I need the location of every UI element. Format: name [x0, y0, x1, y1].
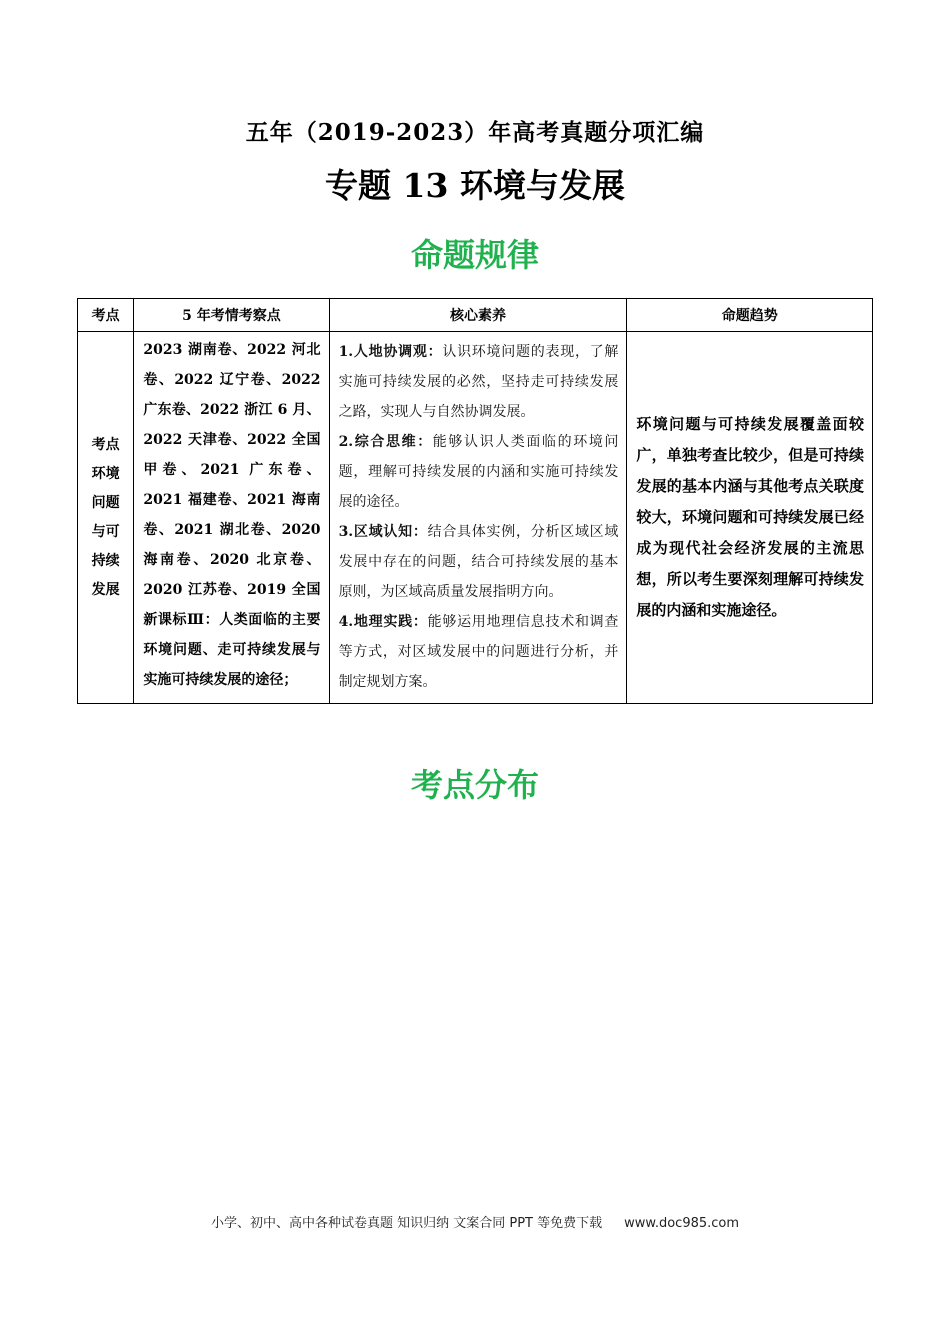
- literacy-text: 结合具体实例，分析区域区域发展中存在的问题，结合可持续发展的基本原则，为区域高质量发展指明方向。: [338, 524, 619, 600]
- literacy-item: [339, 517, 619, 607]
- trend-cell: 环境问题与可持续发展覆盖面较广，单独考查比较少，但是可持续发展的基本内涵与其他考点关联度较大，环境问题和可持续发展已经成为现代社会经济发展的主流思想，所以考生要深刻理解可持续发展的内涵和实施途径。: [627, 332, 873, 704]
- literacy-label: 4.地理实践：: [338, 614, 428, 630]
- exam-list-cell: 2023 湖南卷、2022 河北卷、2022 辽宁卷、2022 广东卷、2022 浙江 6 月、2022 天津卷、2022 全国甲卷、2021 广东卷、2021 福建卷、2021 海南卷、2021 湖北卷、2020 海南卷、2020 北京卷、2020 江苏卷、2019 全国新课标Ⅲ：人类面临的主要环境问题、走可持续发展与实施可持续发展的途径；: [134, 332, 329, 704]
- literacy-item: [339, 607, 619, 697]
- literacy-text: 能够运用地理信息技术和调查等方式，对区域发展中的问题进行分析，并制定规划方案。: [338, 614, 619, 690]
- section-heading-distribution: 考点分布: [410, 766, 539, 804]
- kaodian-line: 与可: [91, 523, 120, 540]
- literacy-item: [339, 337, 619, 427]
- literacy-label: 3.区域认知：: [338, 524, 428, 540]
- page-footer: [0, 1212, 950, 1231]
- kaodian-line: 持续: [91, 552, 120, 569]
- kaodian-line: 考点: [91, 436, 120, 453]
- core-literacy-cell: [329, 332, 627, 704]
- section-heading-rules: 命题规律: [410, 236, 539, 274]
- column-header-literacy: 核心素养: [329, 299, 627, 332]
- footer-text: 小学、初中、高中各种试卷真题 知识归纳 文案合同 PPT 等免费下载: [210, 1216, 603, 1231]
- column-header-kaodian: 考点: [78, 299, 134, 332]
- document-subtitle: 五年（2019-2023）年高考真题分项汇编: [245, 119, 705, 146]
- table-row: [78, 332, 873, 704]
- literacy-label: 1.人地协调观：: [338, 344, 443, 360]
- column-header-trend: 命题趋势: [627, 299, 873, 332]
- literacy-text: 认识环境问题的表现，了解实施可持续发展的必然，坚持走可持续发展之路，实现人与自然协调发展。: [338, 344, 619, 420]
- literacy-text: 能够认识人类面临的环境问题，理解可持续发展的内涵和实施可持续发展的途径。: [338, 434, 619, 510]
- column-header-exams: 5 年考情考察点: [134, 299, 329, 332]
- footer-url[interactable]: www.doc985.com: [624, 1216, 740, 1231]
- kaodian-line: 问题: [91, 494, 120, 511]
- document-title: 专题 13 环境与发展: [325, 166, 625, 205]
- literacy-label: 2.综合思维：: [338, 434, 433, 450]
- kaodian-line: 发展: [91, 581, 120, 598]
- table-header-row: [78, 299, 873, 332]
- exam-pattern-table: [77, 298, 873, 704]
- kaodian-cell: [78, 332, 134, 704]
- literacy-item: [339, 427, 619, 517]
- kaodian-line: 环境: [91, 465, 120, 482]
